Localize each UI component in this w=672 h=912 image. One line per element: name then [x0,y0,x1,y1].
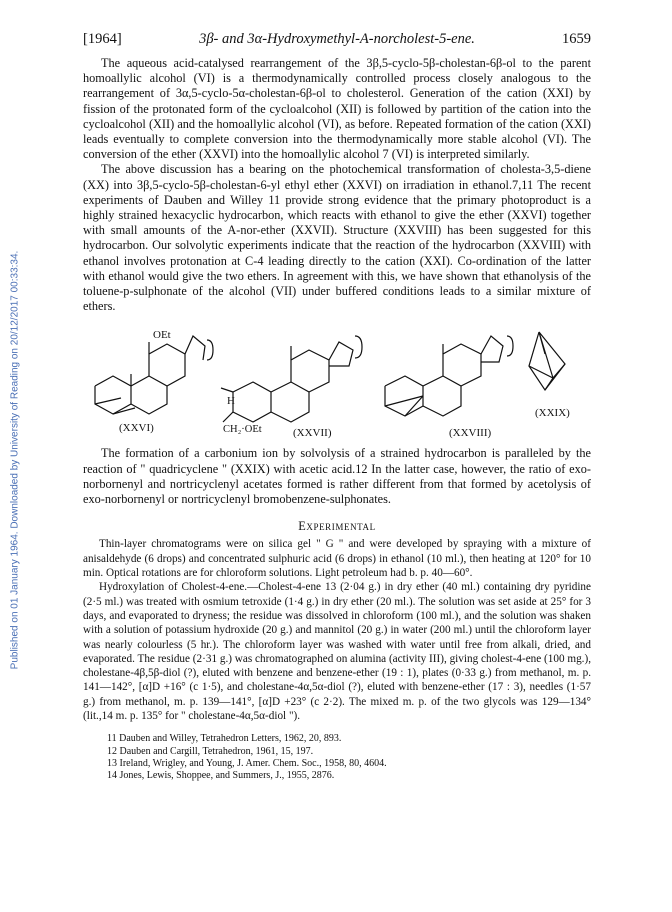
body-paragraph: The formation of a carbonium ion by solvolysis of a strained hydrocarbon is paralleled by the reaction of " quadricyclene " (XXIX) with acetic acid.12 In the latter case, however, the ratio of exo-norbornenyl and nortricyclenyl acetates formed is rather different from that formed by acetolysis of exo-norbornenyl or nortricyclenyl bromobenzene-sulphonates. [83,446,591,507]
structure-xxix [529,332,565,390]
structure-xxvi [95,336,213,414]
figure-label-xxix: (XXIX) [535,407,570,420]
oet-label: OEt [153,329,171,342]
footnotes [83,733,591,782]
structure-figures [83,324,591,442]
body-paragraph: The above discussion has a bearing on the photochemical transformation of cholesta-3,5-diene (XX) into 3β,5-cyclo-5β-cholestan-6-yl ethyl ether (XXVI) on irradiation in ethanol.7,11 The recent experiments of Dauben and Willey 11 provide strong evidence that the primary photoproduct is a highly strained hexacyclic hydrocarbon, which reacts with ethanol to give the ether (XXVI) together with small amounts of the A-nor-ether (XXVII). Structure (XXVIII) has been suggested for this hydrocarbon. Our solvolytic experiments indicate that the reaction of the hydrocarbon (XXVIII) with ethanol involves protonation at C-4 leading directly to the cation (XXI). Co-ordination of the latter with ethanol would give the two ethers. In agreement with this, we have shown that ethanolysis of the toluene-p-sulphonate of the alcohol (VII) under buffered conditions leads to a similar mixture of ethers. [83,162,591,314]
footnote: 14 Jones, Lewis, Shoppee, and Summers, J., 1955, 2876. [107,769,335,781]
figure-label-xxvi: (XXVI) [119,422,154,435]
section-heading-experimental: Experimental [298,519,376,534]
experimental-section [83,537,591,723]
structure-xxviii [385,336,513,416]
ch2oet-label: CH₂·OEt [223,424,262,436]
download-watermark [8,150,22,770]
structure-figures-svg [83,324,591,442]
experimental-paragraph: Thin-layer chromatograms were on silica gel " G " and were developed by spraying with a mixture of anisaldehyde (6 drops) and concentrated sulphuric acid (6 drops) in ethanol (10 ml.), then heating at 120° for 10 min. Optical rotations are for chloroform solutions. Light petroleum had b. p. 40—60°. [83,538,591,580]
page-number: 1659 [562,31,591,47]
header-title: 3β- and 3α-Hydroxymethyl-A-norcholest-5-ene. [199,31,475,47]
figure-label-xxviii: (XXVIII) [449,427,492,440]
footnote: 13 Ireland, Wrigley, and Young, J. Amer. Chem. Soc., 1958, 80, 4604. [107,757,387,769]
experimental-paragraph: Hydroxylation of Cholest-4-ene.—Cholest-4-ene 13 (2·04 g.) in dry ether (40 ml.) containing dry pyridine (2·5 ml.) was treated with osmium tetroxide (1·4 g.) in dry ether (20 ml.). The solution was set aside at 25° for 3 days, and evaporated to dryness; the residue was dissolved in chloroform (100 ml.), and the solution was shaken with a solution of potassium hydroxide (20 g.) and mannitol (20 g.) in water (200 ml.) until the chloroform layer was nearly colourless (5 hr.). The chloroform layer was washed with water until free from alkali, dried, and evaporated. The residue (2·31 g.) was chromatographed on alumina (activity III), giving cholest-4-ene (100 mg.), cholestane-4β,5β-diol (?), eluted with benzene and benzene-ether (19 : 1), plates (0·33 g.) from methanol, m. p. 141—142°, [α]D +16° (c 1·5), and cholestane-4α,5α-diol (?), eluted with benzene-ether (17 : 3), needles (1·57 g.) from methanol, m. p. 139—141°, [α]D +23° (c 2·2). The mixed m. p. of the two glycols was 129—134° (lit.,14 m. p. 135° for " cholestane-4α,5α-diol "). [83,581,591,723]
h-label: H [227,395,235,408]
structure-xxvii [221,336,362,422]
figure-label-xxvii: (XXVII) [293,427,332,440]
footnote: 12 Dauben and Cargill, Tetrahedron, 1961, 15, 197. [107,745,314,757]
article-body [83,56,591,782]
download-watermark-text: Published on 01 January 1964. Downloaded by University of Reading on 20/12/2017 00:33:34. [9,250,21,670]
footnote: 11 Dauben and Willey, Tetrahedron Letters, 1962, 20, 893. [107,733,342,745]
header-year: [1964] [83,31,122,47]
body-paragraph: The aqueous acid-catalysed rearrangement of the 3β,5-cyclo-5β-cholestan-6β-ol to the parent homoallylic alcohol (VI) is a thermodynamically controlled process closely analogous to the rearrangement of 3α,5-cyclo-5α-cholestan-6β-ol to cholesterol. Generation of the cation (XXI) by fission of the protonated form of the cycloalcohol (XII) is followed by partition of the cation into the cycloalcohol (XII) and the homoallylic alcohol (VI), as before. Repeated formation of the cation (XXI) leads eventually to complete conversion into the thermodynamically more stable alcohol (VI). The conversion of the ether (XXVI) into the homoallylic alcohol 7 (VI) is interpreted similarly. [83,56,591,162]
